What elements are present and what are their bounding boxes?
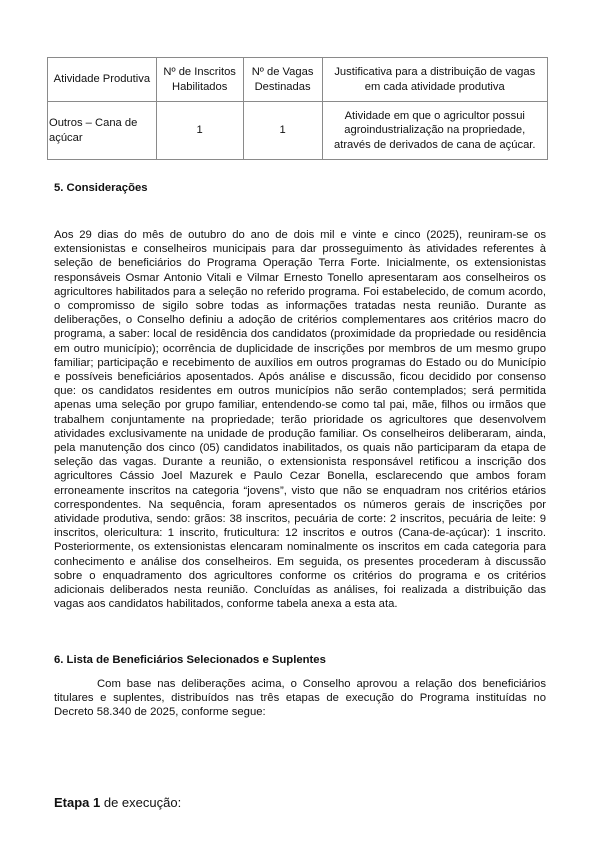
cell-vagas: 1 <box>243 102 322 160</box>
header-inscritos: Nº de Inscritos Habilitados <box>156 58 243 102</box>
table-row <box>48 102 548 160</box>
cell-inscritos: 1 <box>156 102 243 160</box>
cell-atividade: Outros – Cana de açúcar <box>48 102 157 160</box>
section-5-body: Aos 29 dias do mês de outubro do ano de dois mil e vinte e cinco (2025), reuniram-se os extensionistas e conselheiros municipais para dar prosseguimento às atividades referentes à seleção de beneficiários do Programa Operação Terra Forte. Inicialmente, os extensionistas responsáveis Osmar Antonio Vitali e Vilmar Ernesto Tonello apresentaram aos conselheiros os agricultores habilitados para a seleção no referido programa. Foi estabelecido, de comum acordo, o compromisso de sigilo sobre todas as informações tratadas nesta reunião. Durante as deliberações, o Conselho definiu a adoção de critérios complementares aos critérios macro do programa, a saber: local de residência dos candidatos (proximidade da propriedade ou residência em outro município); ocorrência de duplicidade de inscrições por membros de um mesmo grupo familiar; participação e recebimento de auxílios em outros programas do Estado ou do Município e possíveis beneficiários aposentados. Após análise e discussão, ficou decidido por consenso que: os candidatos residentes em outros municípios não serão contemplados; será permitida apenas uma seleção por grupo familiar, entendendo-se como tal pai, mãe, filhos ou irmãos que trabalhem conjuntamente na propriedade; terão prioridade os agricultores que desenvolvem atividades exclusivamente na unidade de produção familiar. Os conselheiros deliberaram, ainda, pela manutenção dos cinco (05) candidatos inabilitados, os quais não participaram da etapa de seleção das vagas. Durante a reunião, o extensionista responsável retificou a inscrição dos agricultores Cássio Joel Mazurek e Paulo Cezar Bonella, esclarecendo que ambos foram erroneamente inscritos na categoria “jovens”, visto que não se enquadram nos critérios etários correspondentes. Na sequência, foram apresentados os números gerais de inscrições por atividade produtiva, sendo: grãos: 38 inscritos, pecuária de corte: 2 inscritos, pecuária de leite: 9 inscritos, olericultura: 1 inscrito, fruticultura: 12 inscritos e outros (Cana-de-açúcar): 1 inscrito. Posteriormente, os extensionistas elencaram nominalmente os inscritos em cada categoria para conhecimento e análise dos conselheiros. Em seguida, os presentes procederam à discussão sobre o enquadramento dos agricultores conforme os critérios do programa e os critérios adicionais deliberados nesta reunião. Concluídas as análises, foi realizada a distribuição das vagas aos candidatos habilitados, conforme tabela anexa a esta ata. <box>54 229 546 611</box>
header-vagas: Nº de Vagas Destinadas <box>243 58 322 102</box>
table-header-row <box>48 58 548 102</box>
vacancy-distribution-table <box>47 57 548 160</box>
header-justificativa: Justificativa para a distribuição de vagas em cada atividade produtiva <box>322 58 547 102</box>
section-6-body: Com base nas deliberações acima, o Conselho aprovou a relação dos beneficiários titulares e suplentes, distribuídos nas três etapas de execução do Programa instituídas no Decreto 58.340 de 2025, conforme segue: <box>54 678 546 719</box>
etapa-label: Etapa 1 <box>54 795 101 810</box>
etapa-heading <box>54 795 181 810</box>
section-5-heading: 5. Considerações <box>54 182 148 194</box>
section-6-heading: 6. Lista de Beneficiários Selecionados e Suplentes <box>54 654 326 666</box>
header-atividade: Atividade Produtiva <box>48 58 157 102</box>
cell-justificativa: Atividade em que o agricultor possui agroindustrialização na propriedade, através de derivados de cana de açúcar. <box>322 102 547 160</box>
etapa-suffix: de execução: <box>100 795 182 810</box>
